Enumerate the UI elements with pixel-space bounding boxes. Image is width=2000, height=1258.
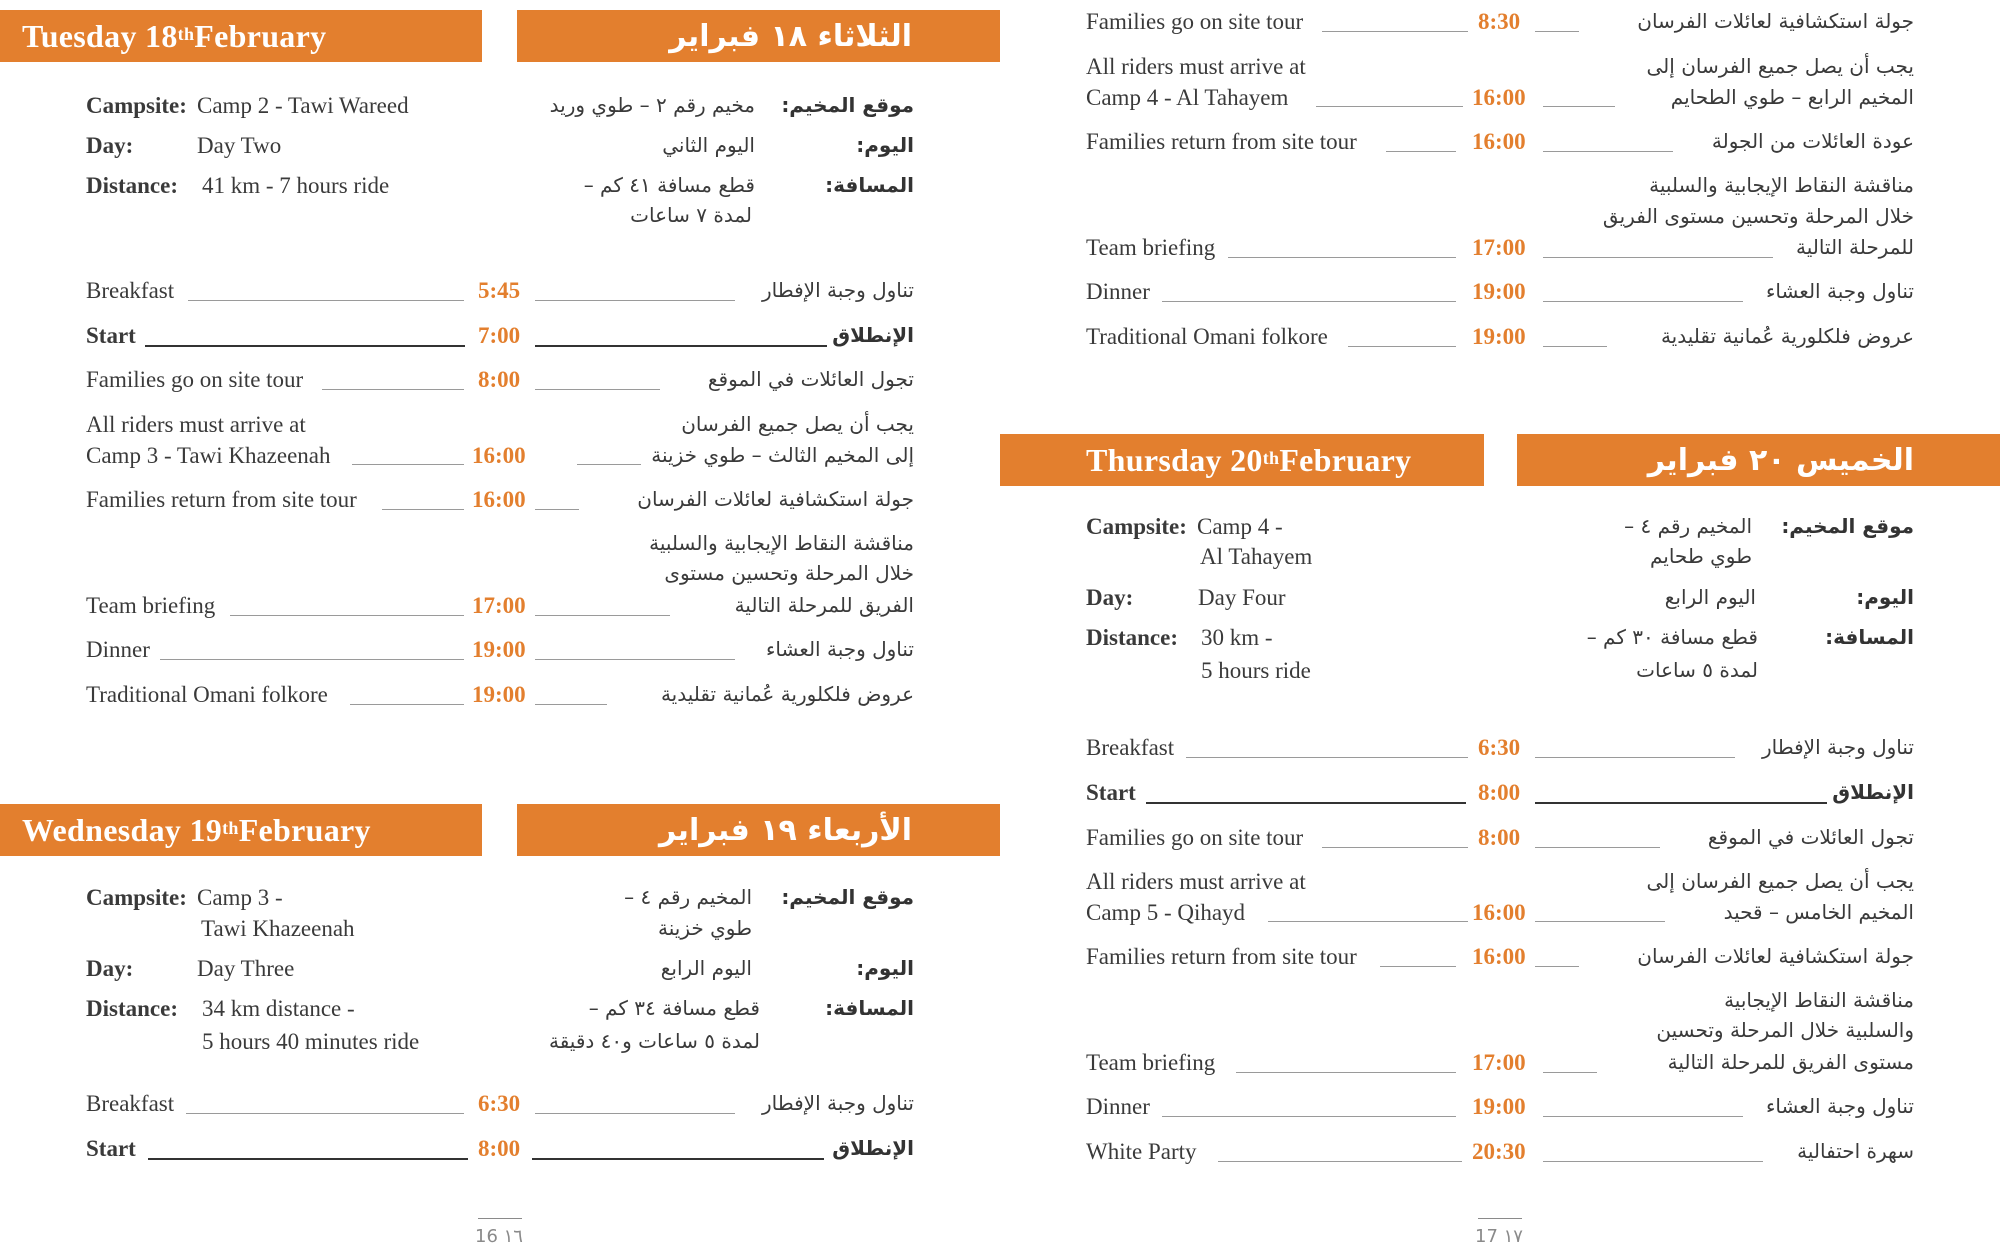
schedule-item-en: Start xyxy=(1086,780,1136,805)
campsite-value-ar-2: طوي طحايم xyxy=(1649,544,1752,568)
distance-value-1: 34 km distance - xyxy=(202,996,355,1021)
campsite-value-ar: مخيم رقم ٢ – طوي وريد xyxy=(549,93,755,117)
distance-value-1: 30 km - xyxy=(1201,625,1273,650)
campsite-value-ar-2: طوي خزينة xyxy=(658,916,752,940)
day-title-en: Tuesday 18 $^{th}$ February xyxy=(0,10,482,62)
distance-value-2: 5 hours 40 minutes ride xyxy=(202,1029,420,1054)
day-value: Day Four xyxy=(1198,585,1286,610)
schedule-item-en: Dinner xyxy=(86,637,150,662)
schedule-item-en: Families return from site tour xyxy=(1086,944,1357,969)
day-label: Day: xyxy=(86,956,134,981)
schedule-time: 19:00 xyxy=(472,682,526,707)
schedule-item-ar-2: خلال المرحلة وتحسين مستوى الفريق xyxy=(1602,204,1914,228)
campsite-label-ar: موقع المخيم: xyxy=(781,885,914,909)
day-title-ar-text: الأربعاء ١٩ فبراير xyxy=(659,812,912,848)
schedule-item-en: Breakfast xyxy=(86,1091,175,1116)
schedule-item-ar: عروض فلكلورية عُمانية تقليدية xyxy=(660,682,914,706)
schedule-item-en: Traditional Omani folkore xyxy=(1086,324,1328,349)
schedule-item-ar: جولة استكشافية لعائلات الفرسان xyxy=(1637,944,1914,968)
schedule-time: 16:00 xyxy=(1472,129,1526,154)
schedule-item-ar-1: يجب أن يصل جميع الفرسان xyxy=(681,412,914,436)
schedule-item-en: Breakfast xyxy=(86,278,175,303)
schedule-time: 8:00 xyxy=(478,367,521,392)
campsite-value: Camp 2 - Tawi Wareed xyxy=(197,93,409,118)
schedule-item-en: Start xyxy=(86,323,136,348)
schedule-item-ar: تجول العائلات في الموقع xyxy=(1707,825,1914,849)
schedule-item-ar-2: والسلبية خلال المرحلة وتحسين xyxy=(1656,1018,1914,1042)
schedule-item-en: Families return from site tour xyxy=(86,487,357,512)
day-title-en-month: February xyxy=(194,17,327,54)
distance-value-ar-2: لمدة ٥ ساعات xyxy=(1636,658,1758,682)
schedule-item-ar: تجول العائلات في الموقع xyxy=(707,367,914,391)
day-value: Day Three xyxy=(197,956,295,981)
distance-label: Distance: xyxy=(86,173,178,198)
day-title-en: Wednesday 19 $^{th}$ February xyxy=(0,804,482,856)
campsite-value-2: Tawi Khazeenah xyxy=(201,916,355,941)
schedule-item-ar: تناول وجبة الإفطار xyxy=(1761,735,1914,759)
day-title-ar xyxy=(517,10,1000,62)
schedule-time: 8:00 xyxy=(1478,780,1521,805)
schedule-time: 16:00 xyxy=(472,487,526,512)
schedule-item-ar: سهرة احتفالية xyxy=(1797,1139,1914,1163)
schedule-item-en: Team briefing xyxy=(1086,1050,1216,1075)
schedule-item-ar: الإنطلاق xyxy=(832,1136,914,1160)
schedule-item-ar: تناول وجبة الإفطار xyxy=(761,278,914,302)
day-label-ar: اليوم: xyxy=(856,956,914,980)
campsite-value-1: Camp 4 - xyxy=(1197,514,1283,539)
schedule-item-ar: الإنطلاق xyxy=(1832,780,1914,804)
schedule-item-en: Dinner xyxy=(1086,1094,1150,1119)
schedule-item-en-1: All riders must arrive at xyxy=(86,412,306,437)
campsite-label: Campsite: xyxy=(86,885,187,910)
schedule-time: 20:30 xyxy=(1472,1139,1526,1164)
day-title-ar xyxy=(1517,434,2000,486)
distance-label-ar: المسافة: xyxy=(825,173,914,197)
schedule-item-en: Team briefing xyxy=(1086,235,1216,260)
day-label: Day: xyxy=(86,133,134,158)
schedule-item-en: Dinner xyxy=(1086,279,1150,304)
distance-label-ar: المسافة: xyxy=(825,996,914,1020)
page-number: 17 ١٧ xyxy=(1475,1226,1523,1247)
distance-value-ar-2: لمدة ٧ ساعات xyxy=(630,203,752,227)
schedule-time: 19:00 xyxy=(1472,1094,1526,1119)
schedule-time: 16:00 xyxy=(472,443,526,468)
day-title-en-day: Thursday 20 xyxy=(1086,441,1263,478)
schedule-time: 8:00 xyxy=(478,1136,521,1161)
campsite-value-ar-1: المخيم رقم ٤ – xyxy=(1624,514,1752,538)
schedule-item-en: Families go on site tour xyxy=(1086,825,1304,850)
schedule-item-ar-1: مناقشة النقاط الإيجابية xyxy=(1724,988,1914,1012)
day-title-ar-text: الخميس ٢٠ فبراير xyxy=(1647,442,1914,478)
day-label-ar: اليوم: xyxy=(856,133,914,157)
day-label: Day: xyxy=(1086,585,1134,610)
schedule-time: 19:00 xyxy=(1472,324,1526,349)
schedule-item-en: White Party xyxy=(1086,1139,1197,1164)
schedule-item-ar-2: المخيم الرابع – طوي الطحايم xyxy=(1670,85,1914,109)
distance-label: Distance: xyxy=(1086,625,1178,650)
schedule-item-ar: جولة استكشافية لعائلات الفرسان xyxy=(637,487,914,511)
campsite-label-ar: موقع المخيم: xyxy=(781,93,914,117)
schedule-item-en: Team briefing xyxy=(86,593,216,618)
schedule-time: 7:00 xyxy=(478,323,521,348)
schedule-time: 6:30 xyxy=(1478,735,1521,760)
schedule-item-en-2: Camp 4 - Al Tahayem xyxy=(1086,85,1289,110)
schedule-item-en-1: All riders must arrive at xyxy=(1086,869,1306,894)
distance-value-ar-1: قطع مسافة ٣٤ كم – xyxy=(588,996,760,1020)
distance-value-ar-1: قطع مسافة ٣٠ كم – xyxy=(1586,625,1758,649)
schedule-item-ar: الإنطلاق xyxy=(832,323,914,347)
schedule-item-ar: للمرحلة التالية xyxy=(1795,235,1914,259)
schedule-item-ar: عودة العائلات من الجولة xyxy=(1711,129,1914,153)
day-value: Day Two xyxy=(197,133,282,158)
schedule-item-ar-1: يجب أن يصل جميع الفرسان إلى xyxy=(1646,54,1914,78)
distance-label-ar: المسافة: xyxy=(1825,625,1914,649)
schedule-item-ar-2: خلال المرحلة وتحسين مستوى xyxy=(664,561,914,585)
day-title-ar xyxy=(517,804,1000,856)
schedule-time: 17:00 xyxy=(1472,235,1526,260)
schedule-item-en-2: Camp 5 - Qihayd xyxy=(1086,900,1246,925)
schedule-item-ar: مستوى الفريق للمرحلة التالية xyxy=(1667,1050,1914,1074)
day-title-en-month: February xyxy=(238,811,371,848)
page-number-rule xyxy=(1478,1218,1522,1219)
day-value-ar: اليوم الثاني xyxy=(662,133,755,157)
schedule-time: 16:00 xyxy=(1472,944,1526,969)
schedule-item-ar-2: إلى المخيم الثالث – طوي خزينة xyxy=(651,443,914,467)
distance-value: 41 km - 7 hours ride xyxy=(202,173,390,198)
schedule-item-en-1: All riders must arrive at xyxy=(1086,54,1306,79)
campsite-value-1: Camp 3 - xyxy=(197,885,283,910)
schedule-item-en: Traditional Omani folkore xyxy=(86,682,328,707)
schedule-time: 17:00 xyxy=(1472,1050,1526,1075)
schedule-item-ar: تناول وجبة العشاء xyxy=(1765,1094,1914,1118)
schedule-item-ar: تناول وجبة العشاء xyxy=(765,637,914,661)
campsite-value-ar-1: المخيم رقم ٤ – xyxy=(624,885,752,909)
page-number-rule xyxy=(478,1218,522,1219)
schedule-item-ar: تناول وجبة العشاء xyxy=(1765,279,1914,303)
schedule-item-en: Start xyxy=(86,1136,136,1161)
day-value-ar: اليوم الرابع xyxy=(660,956,752,980)
schedule-item-ar: عروض فلكلورية عُمانية تقليدية xyxy=(1660,324,1914,348)
campsite-label-ar: موقع المخيم: xyxy=(1781,514,1914,538)
schedule-time: 8:30 xyxy=(1478,9,1521,34)
schedule-item-ar-1: مناقشة النقاط الإيجابية والسلبية xyxy=(649,531,914,555)
schedule-item-ar: جولة استكشافية لعائلات الفرسان xyxy=(1637,9,1914,33)
day-label-ar: اليوم: xyxy=(1856,585,1914,609)
campsite-label: Campsite: xyxy=(86,93,187,118)
schedule-item-en: Families go on site tour xyxy=(86,367,304,392)
schedule-item-en: Breakfast xyxy=(1086,735,1175,760)
schedule-time: 17:00 xyxy=(472,593,526,618)
day-title-en-day: Tuesday 18 xyxy=(22,17,178,54)
schedule-item-ar-1: مناقشة النقاط الإيجابية والسلبية xyxy=(1649,173,1914,197)
campsite-value-2: Al Tahayem xyxy=(1200,544,1313,569)
day-title-ar-text: الثلاثاء ١٨ فبراير xyxy=(669,18,912,54)
distance-value-ar-2: لمدة ٥ ساعات و٤٠ دقيقة xyxy=(548,1029,760,1053)
day-value-ar: اليوم الرابع xyxy=(1664,585,1756,609)
day-title-en: Thursday 20 $^{th}$ February xyxy=(1000,434,1484,486)
schedule-item-en-2: Camp 3 - Tawi Khazeenah xyxy=(86,443,331,468)
page-number: 16 ١٦ xyxy=(475,1226,523,1247)
schedule-time: 16:00 xyxy=(1472,85,1526,110)
schedule-item-en: Families return from site tour xyxy=(1086,129,1357,154)
schedule-time: 16:00 xyxy=(1472,900,1526,925)
schedule-item-ar: الفريق للمرحلة التالية xyxy=(734,593,914,617)
schedule-time: 5:45 xyxy=(478,278,521,303)
schedule-time: 8:00 xyxy=(1478,825,1521,850)
campsite-label: Campsite: xyxy=(1086,514,1187,539)
schedule-item-ar-2: المخيم الخامس – قحيد xyxy=(1723,900,1914,924)
distance-label: Distance: xyxy=(86,996,178,1021)
schedule-item-en: Families go on site tour xyxy=(1086,9,1304,34)
distance-value-ar-1: قطع مسافة ٤١ كم – xyxy=(583,173,755,197)
schedule-item-ar: تناول وجبة الإفطار xyxy=(761,1091,914,1115)
schedule-time: 19:00 xyxy=(1472,279,1526,304)
distance-value-2: 5 hours ride xyxy=(1201,658,1311,683)
schedule-time: 6:30 xyxy=(478,1091,521,1116)
schedule-time: 19:00 xyxy=(472,637,526,662)
day-title-en-month: February xyxy=(1279,441,1412,478)
day-title-en-day: Wednesday 19 xyxy=(22,811,223,848)
schedule-item-ar-1: يجب أن يصل جميع الفرسان إلى xyxy=(1646,869,1914,893)
